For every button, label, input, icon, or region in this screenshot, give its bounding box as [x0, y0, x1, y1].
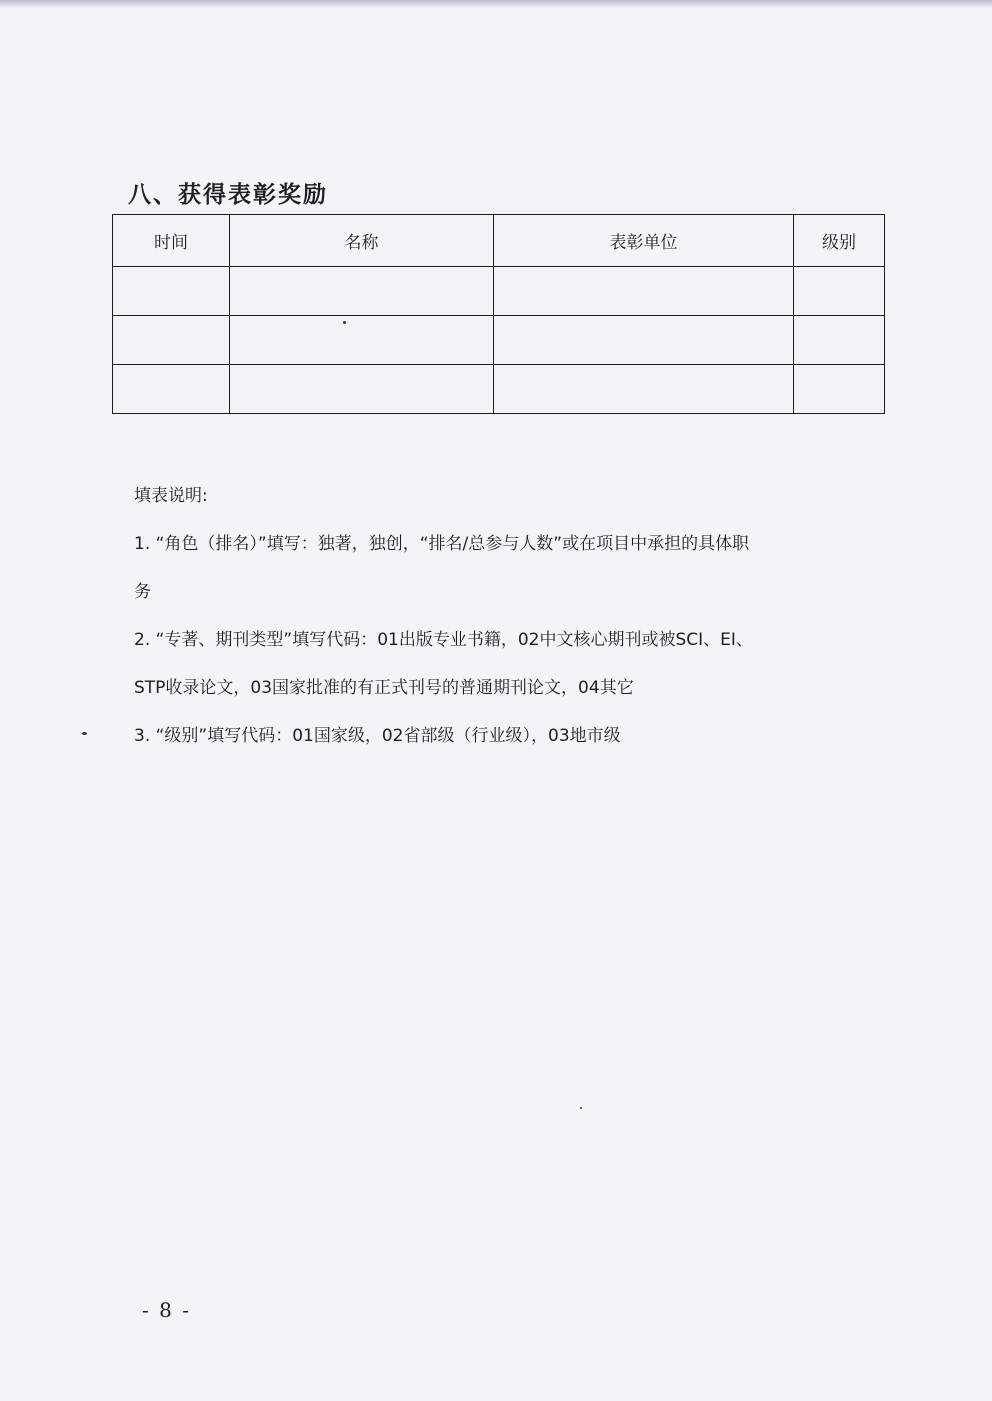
instruction-1-continued: 务 [134, 582, 151, 602]
instruction-2: 2. “专著、期刊类型”填写代码：01出版专业书籍，02中文核心期刊或被SCI、EI、 [134, 630, 753, 650]
page-number: - 8 - [142, 1298, 191, 1322]
cell-time [113, 267, 230, 316]
scan-speck [343, 321, 346, 324]
cell-time [113, 316, 230, 365]
instruction-2-continued: STP收录论文，03国家批准的有正式刊号的普通期刊论文，04其它 [134, 678, 634, 698]
table-header-row [113, 215, 885, 267]
cell-name [230, 365, 494, 414]
awards-table [112, 214, 885, 414]
header-level: 级别 [794, 215, 885, 267]
instruction-1: 1. “角色（排名）”填写：独著，独创，“排名/总参与人数”或在项目中承担的具体职 [134, 534, 750, 554]
header-unit: 表彰单位 [494, 215, 794, 267]
section-title: 八、获得表彰奖励 [128, 182, 328, 208]
cell-level [794, 267, 885, 316]
scan-speck [82, 732, 87, 735]
instruction-3: 3. “级别”填写代码：01国家级，02省部级（行业级），03地市级 [134, 726, 621, 746]
cell-unit [494, 267, 794, 316]
filling-instructions [134, 472, 874, 760]
cell-unit [494, 365, 794, 414]
header-time: 时间 [113, 215, 230, 267]
cell-time [113, 365, 230, 414]
scan-edge [0, 0, 992, 8]
table-row [113, 267, 885, 316]
table-row [113, 316, 885, 365]
table-row [113, 365, 885, 414]
cell-level [794, 365, 885, 414]
cell-name [230, 316, 494, 365]
cell-name [230, 267, 494, 316]
scan-speck [580, 1107, 582, 1109]
header-name: 名称 [230, 215, 494, 267]
cell-unit [494, 316, 794, 365]
instructions-heading: 填表说明: [134, 486, 208, 506]
cell-level [794, 316, 885, 365]
